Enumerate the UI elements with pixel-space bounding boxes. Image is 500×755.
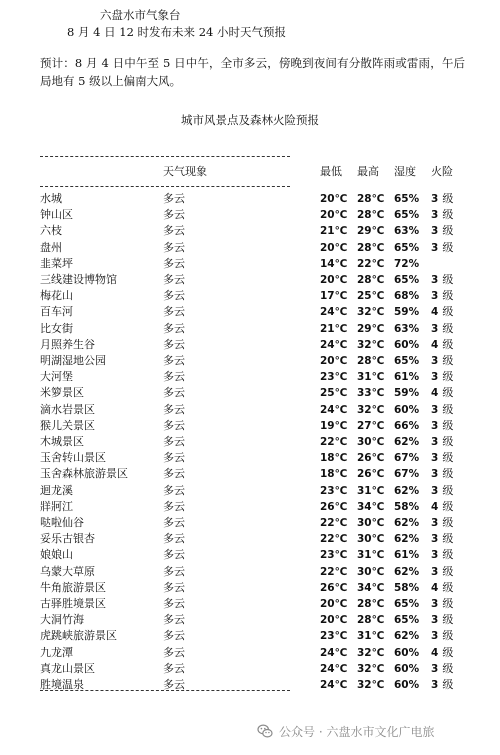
weather-cell: 多云 — [163, 224, 185, 238]
fire-risk-level: 3 — [431, 662, 439, 675]
watermark-text: 公众号 · 六盘水市文化广电旅 — [279, 725, 435, 739]
high-temp-cell: 30℃ — [357, 436, 385, 448]
table-row — [40, 321, 480, 337]
table-row — [40, 191, 480, 207]
high-temp-cell: 32℃ — [357, 646, 385, 659]
table-row — [40, 596, 480, 612]
high-temp-cell: 22℃ — [357, 257, 385, 270]
humidity-cell: 58% — [394, 581, 420, 594]
spot-name: 玉舍森林旅游景区 — [40, 467, 128, 481]
table-row — [40, 402, 480, 418]
humidity-cell: 60% — [394, 403, 420, 416]
table-row — [40, 385, 480, 401]
low-temp-cell: 19℃ — [320, 419, 348, 432]
fire-risk-cell — [431, 207, 453, 223]
fire-risk-level: 4 — [431, 581, 439, 594]
table-row — [40, 434, 480, 450]
fire-risk-unit: 级 — [442, 289, 454, 303]
high-temp-cell: 30℃ — [357, 517, 385, 529]
weather-cell: 多云 — [163, 418, 185, 432]
fire-risk-cell — [431, 466, 453, 482]
weather-cell: 多云 — [163, 483, 185, 497]
humidity-cell: 67% — [394, 452, 420, 465]
humidity-cell: 66% — [394, 419, 420, 432]
fire-risk-unit: 级 — [442, 516, 454, 529]
low-temp-cell: 20℃ — [320, 598, 348, 610]
table-row — [40, 450, 480, 466]
fire-risk-level: 3 — [431, 193, 439, 205]
humidity-cell: 65% — [394, 241, 420, 254]
fire-risk-cell — [431, 337, 453, 353]
low-temp-cell: 20℃ — [320, 193, 348, 205]
low-temp-cell: 24℃ — [320, 662, 348, 675]
fire-risk-unit: 级 — [442, 418, 454, 432]
spot-name: 百车河 — [40, 305, 73, 319]
fire-risk-level: 3 — [431, 371, 439, 384]
low-temp-cell: 22℃ — [320, 517, 348, 529]
humidity-cell: 67% — [394, 468, 420, 481]
fire-risk-level: 3 — [431, 679, 439, 691]
high-temp-cell: 29℃ — [357, 322, 385, 335]
humidity-cell: 60% — [394, 646, 420, 659]
low-temp-cell: 26℃ — [320, 500, 348, 513]
table-row — [40, 483, 480, 499]
fire-risk-cell — [431, 645, 453, 661]
table-row — [40, 531, 480, 547]
weather-cell: 多云 — [163, 435, 185, 448]
table-row — [40, 564, 480, 580]
table-row — [40, 612, 480, 628]
high-temp-cell: 32℃ — [357, 338, 385, 351]
low-temp-cell: 22℃ — [320, 533, 348, 546]
low-temp-cell: 20℃ — [320, 241, 348, 254]
fire-risk-level: 3 — [431, 565, 439, 578]
weather-cell: 多云 — [163, 321, 185, 335]
fire-risk-unit: 级 — [442, 548, 454, 562]
spot-name: 木城景区 — [40, 435, 84, 448]
high-temp-cell: 32℃ — [357, 306, 385, 319]
humidity-cell: 68% — [394, 290, 420, 303]
spot-name: 哒啦仙谷 — [40, 516, 84, 529]
fire-risk-cell — [431, 272, 453, 288]
fire-risk-cell — [431, 240, 453, 256]
low-temp-cell: 20℃ — [320, 614, 348, 627]
humidity-cell: 61% — [394, 549, 420, 562]
header-humidity: 湿度 — [394, 165, 416, 178]
high-temp-cell: 31℃ — [357, 630, 385, 643]
spot-name: 真龙山景区 — [40, 661, 95, 675]
high-temp-cell: 26℃ — [357, 452, 385, 465]
fire-risk-level: 3 — [431, 533, 439, 546]
fire-risk-level: 4 — [431, 646, 439, 659]
weather-cell: 多云 — [163, 661, 185, 675]
fire-risk-level: 3 — [431, 322, 439, 335]
fire-risk-level: 3 — [431, 209, 439, 222]
spot-name: 古驿胜境景区 — [40, 597, 106, 610]
weather-cell: 多云 — [163, 354, 185, 367]
table-row — [40, 223, 480, 239]
fire-risk-unit: 级 — [442, 337, 454, 351]
table-row — [40, 628, 480, 644]
spot-name: 迴龙溪 — [40, 483, 73, 497]
low-temp-cell: 21℃ — [320, 225, 348, 238]
table-row — [40, 353, 480, 369]
high-temp-cell: 27℃ — [357, 419, 385, 432]
table-row — [40, 207, 480, 223]
high-temp-cell: 25℃ — [357, 290, 385, 303]
fire-risk-level: 3 — [431, 452, 439, 465]
fire-risk-unit: 级 — [442, 208, 454, 222]
fire-risk-unit: 级 — [442, 564, 454, 578]
low-temp-cell: 24℃ — [320, 306, 348, 319]
humidity-cell: 65% — [394, 209, 420, 222]
fire-risk-cell — [431, 191, 453, 207]
humidity-cell: 65% — [394, 614, 420, 627]
high-temp-cell: 26℃ — [357, 468, 385, 481]
weather-cell: 多云 — [163, 256, 185, 270]
humidity-cell: 59% — [394, 306, 420, 319]
fire-risk-level: 3 — [431, 355, 439, 367]
humidity-cell: 72% — [394, 257, 420, 270]
fire-risk-unit: 级 — [442, 435, 454, 448]
fire-risk-cell — [431, 450, 453, 466]
weather-cell: 多云 — [163, 192, 185, 205]
fire-risk-unit: 级 — [442, 192, 454, 205]
weather-cell: 多云 — [163, 305, 185, 319]
fire-risk-cell — [431, 547, 453, 563]
fire-risk-cell — [431, 612, 453, 628]
header-low: 最低 — [320, 165, 342, 178]
spot-name: 牛角旅游景区 — [40, 580, 106, 594]
spot-name: 玉舍转山景区 — [40, 451, 106, 465]
fire-risk-unit: 级 — [442, 613, 454, 627]
fire-risk-level: 4 — [431, 500, 439, 513]
humidity-cell: 62% — [394, 484, 420, 497]
table-row — [40, 580, 480, 596]
weather-cell: 多云 — [163, 645, 185, 659]
fire-risk-cell — [431, 628, 453, 644]
fire-risk-cell — [431, 321, 453, 337]
forecast-paragraph: 预计：8 月 4 日中午至 5 日中午，全市多云，傍晚到夜间有分散阵雨或雷雨，午后局地有 5 级以上偏南大风。 — [40, 56, 465, 88]
fire-risk-unit: 级 — [442, 629, 454, 643]
weather-cell: 多云 — [163, 273, 185, 286]
humidity-cell: 65% — [394, 598, 420, 610]
spot-name: 明湖湿地公园 — [40, 354, 106, 367]
humidity-cell: 65% — [394, 274, 420, 286]
humidity-cell: 63% — [394, 322, 420, 335]
table-row — [40, 645, 480, 661]
fire-risk-cell — [431, 434, 453, 450]
high-temp-cell: 28℃ — [357, 355, 385, 367]
table-row — [40, 272, 480, 288]
weather-cell: 多云 — [163, 629, 185, 643]
high-temp-cell: 28℃ — [357, 274, 385, 286]
fire-risk-unit: 级 — [442, 402, 454, 416]
fire-risk-level: 3 — [431, 403, 439, 416]
spot-name: 大河堡 — [40, 370, 73, 384]
fire-risk-cell — [431, 564, 453, 580]
spot-name: 盘州 — [40, 240, 62, 254]
low-temp-cell: 17℃ — [320, 290, 348, 303]
weather-cell: 多云 — [163, 678, 185, 691]
weather-cell: 多云 — [163, 467, 185, 481]
weather-cell: 多云 — [163, 370, 185, 384]
low-temp-cell: 23℃ — [320, 484, 348, 497]
humidity-cell: 62% — [394, 517, 420, 529]
humidity-cell: 60% — [394, 679, 420, 691]
low-temp-cell: 24℃ — [320, 338, 348, 351]
low-temp-cell: 18℃ — [320, 452, 348, 465]
weather-cell: 多云 — [163, 386, 185, 400]
fire-risk-unit: 级 — [442, 483, 454, 497]
fire-risk-cell — [431, 369, 453, 385]
weather-cell: 多云 — [163, 337, 185, 351]
spot-name: 乌蒙大草原 — [40, 564, 95, 578]
wechat-icon — [257, 723, 273, 739]
fire-risk-level: 4 — [431, 387, 439, 400]
weather-cell: 多云 — [163, 402, 185, 416]
fire-risk-cell — [431, 418, 453, 434]
low-temp-cell: 23℃ — [320, 371, 348, 384]
fire-risk-cell — [431, 385, 453, 401]
weather-cell: 多云 — [163, 532, 185, 546]
table-row — [40, 418, 480, 434]
spot-name: 妥乐古银杏 — [40, 532, 95, 546]
spot-name: 胜境温泉 — [40, 678, 84, 691]
fire-risk-cell — [431, 499, 453, 515]
fire-risk-level: 3 — [431, 598, 439, 610]
weather-cell: 多云 — [163, 208, 185, 222]
weather-cell: 多云 — [163, 451, 185, 465]
high-temp-cell: 32℃ — [357, 679, 385, 691]
low-temp-cell: 24℃ — [320, 646, 348, 659]
humidity-cell: 59% — [394, 387, 420, 400]
spot-name: 牂牁江 — [40, 499, 73, 513]
humidity-cell: 62% — [394, 565, 420, 578]
spot-name: 娘娘山 — [40, 548, 73, 562]
fire-risk-unit: 级 — [442, 532, 454, 546]
spot-name: 三线建设博物馆 — [40, 273, 117, 286]
fire-risk-cell — [431, 661, 453, 677]
fire-risk-level: 3 — [431, 290, 439, 303]
table-row — [40, 337, 480, 353]
high-temp-cell: 34℃ — [357, 500, 385, 513]
fire-risk-level: 3 — [431, 436, 439, 448]
fire-risk-unit: 级 — [442, 354, 454, 367]
spot-name: 六枝 — [40, 224, 62, 238]
header-fire: 火险 — [431, 165, 453, 178]
fire-risk-unit: 级 — [442, 467, 454, 481]
fire-risk-cell — [431, 223, 453, 239]
high-temp-cell: 28℃ — [357, 614, 385, 627]
low-temp-cell: 24℃ — [320, 679, 348, 691]
low-temp-cell: 20℃ — [320, 209, 348, 222]
high-temp-cell: 32℃ — [357, 403, 385, 416]
table-bottom-divider — [40, 690, 290, 691]
fire-risk-cell — [431, 580, 453, 596]
fire-risk-unit: 级 — [442, 499, 454, 513]
table-row — [40, 466, 480, 482]
watermark — [257, 722, 434, 742]
spot-name: 钟山区 — [40, 208, 73, 222]
high-temp-cell: 34℃ — [357, 581, 385, 594]
high-temp-cell: 30℃ — [357, 565, 385, 578]
low-temp-cell: 22℃ — [320, 436, 348, 448]
humidity-cell: 61% — [394, 371, 420, 384]
table-header-divider — [40, 186, 290, 187]
spot-name: 猴儿关景区 — [40, 418, 95, 432]
weather-cell: 多云 — [163, 613, 185, 627]
low-temp-cell: 18℃ — [320, 468, 348, 481]
fire-risk-level: 3 — [431, 614, 439, 627]
table-title: 城市风景点及森林火险预报 — [181, 113, 319, 127]
humidity-cell: 62% — [394, 533, 420, 546]
low-temp-cell: 24℃ — [320, 403, 348, 416]
high-temp-cell: 33℃ — [357, 387, 385, 400]
high-temp-cell: 32℃ — [357, 662, 385, 675]
fire-risk-unit: 级 — [442, 370, 454, 384]
weather-cell: 多云 — [163, 548, 185, 562]
low-temp-cell: 23℃ — [320, 549, 348, 562]
spot-name: 韭菜坪 — [40, 256, 73, 270]
weather-cell: 多云 — [163, 289, 185, 303]
fire-risk-level: 3 — [431, 419, 439, 432]
fire-risk-cell — [431, 402, 453, 418]
table-row — [40, 240, 480, 256]
fire-risk-level: 3 — [431, 274, 439, 286]
humidity-cell: 65% — [394, 193, 420, 205]
fire-risk-cell — [431, 596, 453, 612]
fire-risk-cell — [431, 353, 453, 369]
fire-risk-unit: 级 — [442, 678, 454, 691]
weather-cell: 多云 — [163, 597, 185, 610]
high-temp-cell: 28℃ — [357, 598, 385, 610]
fire-risk-level: 3 — [431, 630, 439, 643]
fire-risk-level: 3 — [431, 468, 439, 481]
weather-cell: 多云 — [163, 499, 185, 513]
fire-risk-cell — [431, 288, 453, 304]
high-temp-cell: 28℃ — [357, 209, 385, 222]
fire-risk-cell — [431, 515, 453, 531]
fire-risk-unit: 级 — [442, 305, 454, 319]
fire-risk-cell — [431, 483, 453, 499]
table-row — [40, 256, 480, 272]
spot-name: 梅花山 — [40, 289, 73, 303]
issuer-title: 六盘水市气象台 — [100, 8, 181, 22]
fire-risk-cell — [431, 677, 453, 693]
table-top-divider — [40, 156, 290, 157]
fire-risk-unit: 级 — [442, 580, 454, 594]
spot-name: 比女街 — [40, 321, 73, 335]
spot-name: 米箩景区 — [40, 386, 84, 400]
low-temp-cell: 26℃ — [320, 581, 348, 594]
fire-risk-level: 3 — [431, 517, 439, 529]
table-row — [40, 661, 480, 677]
humidity-cell: 62% — [394, 630, 420, 643]
humidity-cell: 60% — [394, 338, 420, 351]
fire-risk-level: 3 — [431, 484, 439, 497]
low-temp-cell: 23℃ — [320, 630, 348, 643]
high-temp-cell: 28℃ — [357, 241, 385, 254]
fire-risk-unit: 级 — [442, 645, 454, 659]
fire-risk-unit: 级 — [442, 273, 454, 286]
fire-risk-unit: 级 — [442, 661, 454, 675]
humidity-cell: 62% — [394, 436, 420, 448]
table-row — [40, 499, 480, 515]
humidity-cell: 65% — [394, 355, 420, 367]
fire-risk-unit: 级 — [442, 451, 454, 465]
spot-name: 水城 — [40, 192, 62, 205]
low-temp-cell: 20℃ — [320, 355, 348, 367]
fire-risk-cell — [431, 304, 453, 320]
weather-cell: 多云 — [163, 516, 185, 529]
table-row — [40, 369, 480, 385]
low-temp-cell: 25℃ — [320, 387, 348, 400]
weather-cell: 多云 — [163, 240, 185, 254]
fire-risk-level: 4 — [431, 306, 439, 319]
high-temp-cell: 31℃ — [357, 371, 385, 384]
fire-risk-level: 4 — [431, 338, 439, 351]
fire-risk-unit: 级 — [442, 386, 454, 400]
table-row — [40, 547, 480, 563]
header-weather: 天气现象 — [163, 165, 207, 178]
fire-risk-unit: 级 — [442, 597, 454, 610]
fire-risk-level: 3 — [431, 225, 439, 238]
weather-cell: 多云 — [163, 580, 185, 594]
high-temp-cell: 29℃ — [357, 225, 385, 238]
humidity-cell: 63% — [394, 225, 420, 238]
fire-risk-unit: 级 — [442, 321, 454, 335]
low-temp-cell: 20℃ — [320, 274, 348, 286]
table-header-row — [40, 164, 480, 180]
table-row — [40, 515, 480, 531]
table-row — [40, 288, 480, 304]
low-temp-cell: 22℃ — [320, 565, 348, 578]
spot-name: 九龙潭 — [40, 645, 73, 659]
low-temp-cell: 21℃ — [320, 322, 348, 335]
fire-risk-level: 3 — [431, 549, 439, 562]
high-temp-cell: 28℃ — [357, 193, 385, 205]
fire-risk-level: 3 — [431, 241, 439, 254]
high-temp-cell: 31℃ — [357, 484, 385, 497]
high-temp-cell: 30℃ — [357, 533, 385, 546]
table-row — [40, 304, 480, 320]
high-temp-cell: 31℃ — [357, 549, 385, 562]
humidity-cell: 58% — [394, 500, 420, 513]
humidity-cell: 60% — [394, 662, 420, 675]
weather-cell: 多云 — [163, 564, 185, 578]
fire-risk-unit: 级 — [442, 224, 454, 238]
spot-name: 大洞竹海 — [40, 613, 84, 627]
header-high: 最高 — [357, 165, 379, 178]
fire-risk-cell — [431, 531, 453, 547]
low-temp-cell: 14℃ — [320, 257, 348, 270]
spot-name: 虎跳峡旅游景区 — [40, 629, 117, 643]
fire-risk-unit: 级 — [442, 240, 454, 254]
spot-name: 月照养生谷 — [40, 337, 95, 351]
spot-name: 滴水岩景区 — [40, 402, 95, 416]
issue-time-title: 8 月 4 日 12 时发布未来 24 小时天气预报 — [67, 25, 286, 39]
